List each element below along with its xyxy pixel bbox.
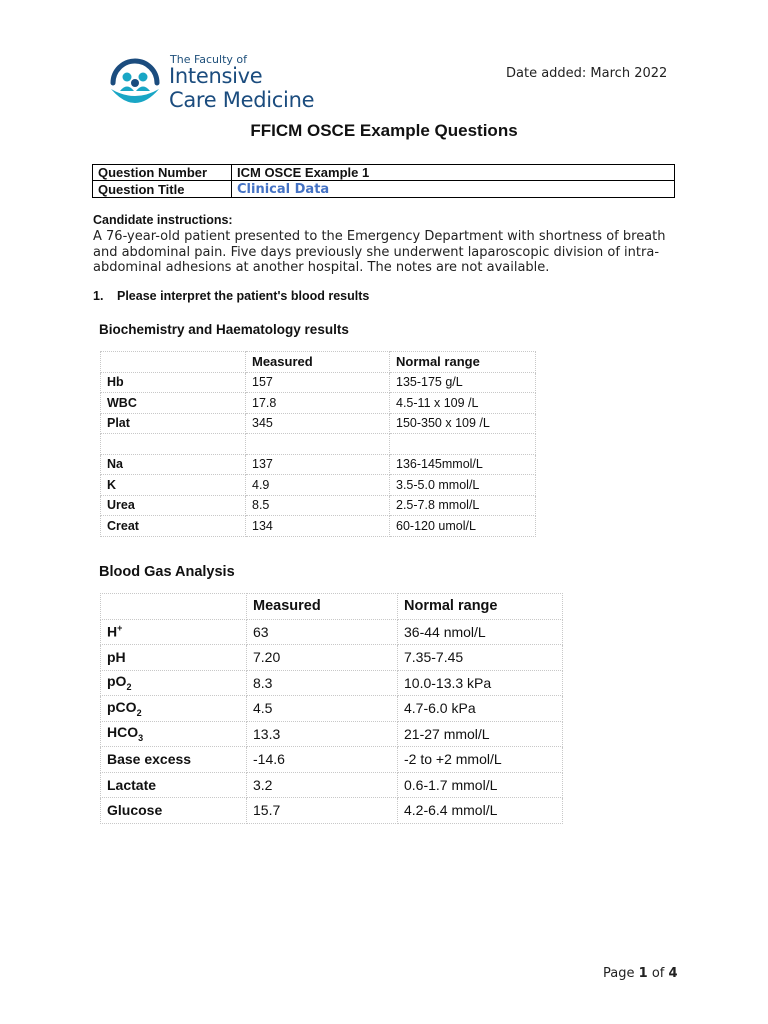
blood-gas-cell-measured: -14.6 — [247, 747, 398, 773]
biochem-cell-measured: 8.5 — [246, 495, 390, 516]
blood-gas-cell-normal: 4.2-6.4 mmol/L — [398, 798, 563, 824]
blood-gas-cell-normal: 21-27 mmol/L — [398, 721, 563, 747]
blood-gas-cell-normal: 36-44 nmol/L — [398, 619, 563, 645]
table-row — [101, 772, 563, 798]
biochem-cell-normal: 60-120 umol/L — [390, 516, 536, 537]
biochem-header-blank — [101, 352, 246, 373]
blood-gas-label-subscript: 3 — [138, 733, 144, 744]
biochem-cell-label: WBC — [101, 393, 246, 414]
biochem-cell-normal: 3.5-5.0 mmol/L — [390, 475, 536, 496]
blood-gas-cell-label — [101, 798, 247, 824]
blood-gas-header-measured: Measured — [247, 594, 398, 620]
blood-gas-label-text: H — [107, 624, 118, 641]
biochem-header-measured: Measured — [246, 352, 390, 373]
biochem-cell-measured: 157 — [246, 372, 390, 393]
table-row — [101, 747, 563, 773]
biochem-cell-normal: 2.5-7.8 mmol/L — [390, 495, 536, 516]
logo-line1: Intensive — [169, 64, 263, 88]
blood-gas-cell-normal: 0.6-1.7 mmol/L — [398, 772, 563, 798]
blood-gas-cell-label — [101, 619, 247, 645]
biochem-cell-label: Urea — [101, 495, 246, 516]
blood-gas-cell-normal: -2 to +2 mmol/L — [398, 747, 563, 773]
biochem-cell-label: K — [101, 475, 246, 496]
question-info-table — [92, 164, 675, 198]
biochem-cell-measured: 137 — [246, 454, 390, 475]
biochem-cell-normal: 150-350 x 109 /L — [390, 413, 536, 434]
logo-line2: Care Medicine — [169, 88, 315, 112]
blood-gas-cell-label — [101, 645, 247, 671]
blood-gas-heading: Blood Gas Analysis — [99, 564, 235, 580]
blood-gas-label-text: Glucose — [107, 802, 163, 819]
biochem-cell-measured: 134 — [246, 516, 390, 537]
blood-gas-cell-measured: 63 — [247, 619, 398, 645]
question-title-value: Clinical Data — [237, 182, 330, 197]
table-row — [101, 372, 536, 393]
table-row — [101, 619, 563, 645]
question-number-label: Question Number — [93, 165, 232, 181]
blood-gas-cell-label — [101, 772, 247, 798]
blood-gas-cell-measured: 3.2 — [247, 772, 398, 798]
blood-gas-cell-normal: 7.35-7.45 — [398, 645, 563, 671]
blood-gas-cell-label — [101, 696, 247, 722]
biochem-header-row — [101, 352, 536, 373]
blood-gas-header-row — [101, 594, 563, 620]
biochem-cell-label: Na — [101, 454, 246, 475]
biochem-cell-measured: 4.9 — [246, 475, 390, 496]
table-row — [101, 413, 536, 434]
blood-gas-header-blank — [101, 594, 247, 620]
table-row — [101, 516, 536, 537]
blood-gas-label-text: pO — [107, 673, 127, 690]
blood-gas-label-subscript: 2 — [126, 682, 132, 693]
blood-gas-cell-label — [101, 670, 247, 696]
page-current: 1 — [638, 966, 648, 981]
question-title-row — [93, 181, 675, 198]
page-of-label: of — [651, 966, 665, 981]
biochem-cell-label: Creat — [101, 516, 246, 537]
blood-gas-header-normal: Normal range — [398, 594, 563, 620]
biochem-heading: Biochemistry and Haematology results — [99, 322, 349, 337]
blood-gas-label-text: pCO — [107, 698, 137, 715]
question1-text: Please interpret the patient's blood results — [117, 289, 370, 303]
biochem-cell-measured: 345 — [246, 413, 390, 434]
table-row — [101, 475, 536, 496]
biochem-table — [100, 351, 536, 537]
page-number-footer — [603, 966, 678, 981]
biochem-cell-normal: 4.5-11 x 109 /L — [390, 393, 536, 414]
blood-gas-label-text: HCO — [107, 724, 139, 741]
biochem-cell-measured: 17.8 — [246, 393, 390, 414]
page-total: 4 — [668, 966, 678, 981]
table-row — [101, 495, 536, 516]
page-label: Page — [603, 966, 635, 981]
table-row — [101, 670, 563, 696]
biochem-cell-normal — [390, 434, 536, 455]
biochem-cell-label: Hb — [101, 372, 246, 393]
document-title: FFICM OSCE Example Questions — [250, 121, 518, 140]
date-added: Date added: March 2022 — [506, 66, 668, 81]
biochem-cell-label — [101, 434, 246, 455]
table-row — [101, 393, 536, 414]
blood-gas-label-text: Base excess — [107, 751, 192, 768]
question-title-label: Question Title — [93, 181, 232, 198]
blood-gas-cell-normal: 4.7-6.0 kPa — [398, 696, 563, 722]
table-row — [101, 454, 536, 475]
biochem-cell-label: Plat — [101, 413, 246, 434]
table-row — [101, 798, 563, 824]
blood-gas-cell-measured: 13.3 — [247, 721, 398, 747]
instructions-text: A 76-year-old patient presented to the Emergency Department with shortness of breath and abdominal pain. Five days previously she underwent laparoscopic division of intra-abdominal adhesions at another hospital. The notes are not available. — [93, 229, 666, 275]
question-number-value: ICM OSCE Example 1 — [232, 165, 675, 181]
biochem-cell-normal: 136-145mmol/L — [390, 454, 536, 475]
blood-gas-cell-measured: 4.5 — [247, 696, 398, 722]
instructions-heading: Candidate instructions: — [93, 213, 233, 227]
blood-gas-label-text: pH — [107, 649, 126, 666]
question-number-row — [93, 165, 675, 181]
blood-gas-cell-label — [101, 747, 247, 773]
blood-gas-label-subscript: 2 — [136, 707, 142, 718]
biochem-cell-normal: 135-175 g/L — [390, 372, 536, 393]
biochem-cell-measured — [246, 434, 390, 455]
table-row — [101, 645, 563, 671]
blood-gas-cell-normal: 10.0-13.3 kPa — [398, 670, 563, 696]
table-row — [101, 434, 536, 455]
blood-gas-table — [100, 593, 563, 824]
table-row — [101, 721, 563, 747]
blood-gas-cell-measured: 8.3 — [247, 670, 398, 696]
blood-gas-label-superscript: + — [117, 623, 123, 634]
logo-small-text: The Faculty of — [170, 53, 248, 66]
faculty-logo — [107, 53, 337, 111]
blood-gas-cell-label — [101, 721, 247, 747]
table-row — [101, 696, 563, 722]
blood-gas-cell-measured: 7.20 — [247, 645, 398, 671]
blood-gas-label-text: Lactate — [107, 776, 157, 793]
biochem-header-normal: Normal range — [390, 352, 536, 373]
question1-number: 1. — [93, 289, 104, 303]
logo-icon — [107, 55, 163, 111]
blood-gas-cell-measured: 15.7 — [247, 798, 398, 824]
